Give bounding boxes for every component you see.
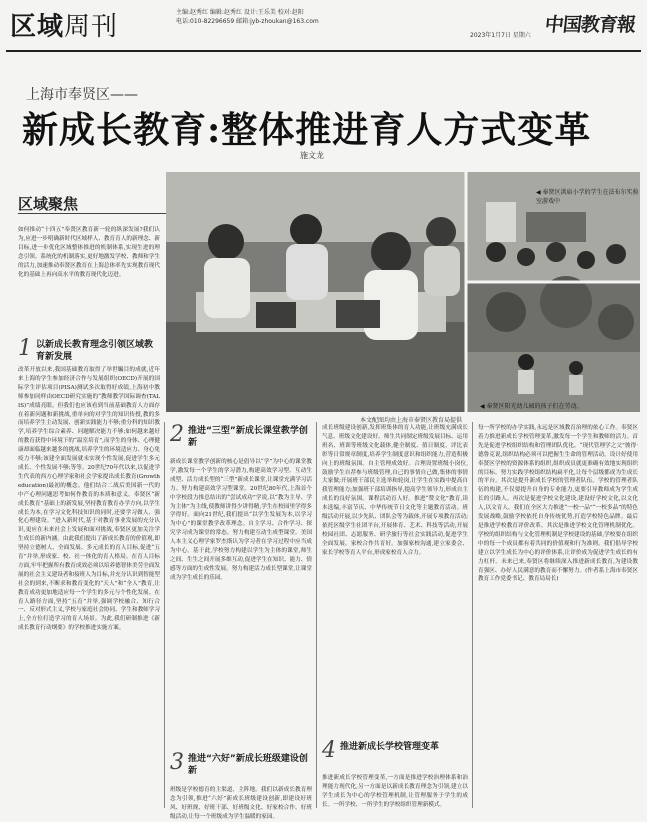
section-1-title: 以新成长教育理念引领区域教育新发展 (36, 340, 154, 362)
photo-image (166, 172, 640, 412)
section-2-number: 2 (170, 422, 184, 447)
section-3-body: 班级是学校德育的主渠道、主阵地。我们以新成长教育理念为引领,推进“六好”新成长班级建设创新,即建设好班风、好班规、好班干部、好班级文化、好家校合作、好班级活动,让每一个班级成为学生温暖的家园。 (170, 787, 312, 820)
section-4-heading (322, 740, 468, 770)
section-2-body: 新成长课堂教学创新的核心是倡导以“学”为中心的课堂教学,激发每一个学生的学习潜力,构建高效学习型、互动生成型、活力成长型的“三型”新成长课堂,让课堂充满学习活力。努力构建高效学习型课堂。20世纪80年代,上海首个中学校段力推总结出的“尝试成功”学说,以“教为主导、学为主体”为主线,使教师讲得少讲得精,学生在校园里学得多学得好。面向21世纪,我们提出“以学生发展为本,以学习为中心”的课堂教学改革理念。自主学习、合作学习、探究学习成为课堂的常态。努力构建互动生成型课堂。美国人本主义心理学家罗杰斯认为学习者在学习过程中应当成为中心。基于此,学校努力构建以学生为主体的课堂,师生之间、生生之间开展多维互动,促进学生在知识、能力、情感等方面的生成性发展。努力构建活力成长型课堂,让课堂成为学生成长的乐园。 (170, 459, 312, 581)
section-4-body: 推进新成长学校管理变革,一方面是推进学校治理体系和治理能力现代化,另一方面是以新成长教育理念为引领,建立以学生成长为中心的学校管理机制,让管理服务于学生的成长。一所学校、一所学生的学校组织管理新模式。 (322, 775, 468, 808)
newspaper-logo: 中国教育報 (543, 14, 637, 36)
section-title-weekly: 周刊 (64, 12, 119, 42)
section-2-heading (170, 424, 312, 454)
photo-caption-b: ◀ 奉贤区阳光幼儿园的孩子们在劳动。 (480, 403, 583, 410)
section-3-number: 3 (170, 750, 184, 775)
photo-caption-a: ◀ 奉贤区洪庙小学的学生在法布尔实验室游戏中 (536, 189, 639, 205)
contact-line: 电话:010-82296659 邮箱:jyb-zhoukan@163.com (176, 18, 319, 25)
section-3-continued: 成长班级建设创新,发挥班集体的育人功能,让班级充满成长气息。班级文化建设好。师生共同制定班级发展目标、运用班名、班训等班级文化载体,健全制度、值日制度、评比表彰等日常规章制度,培养学生制度意识和组织能力,营造积极向上的班级氛围。自主管理成效好。合理设置班级小岗位,鼓励学生自荐参与班级管理,自己的事情自己做,集体的事情大家做;开展班干部民主选举和轮岗,让学生在实践中提高自我管理能力;加强班干部培训指导,提高学生领导力,形成自主成长的良好氛围。课程活动育人好。推进“赞文化”教育,读本选编,丰富节庆、中华传统节日文化等主题教育活动。班级活动开展,以少先队、团队会等为载体,开展专项教育活动;依托区级学生社团平台,开展体育、艺术、科技等活动,开展校园社团、志愿服务、研学旅行等社会实践活动,促进学生全面发展。家校合作共育好。加强家校沟通,建立家委会、家长学校等育人平台,形成家校育人合力。 (322, 425, 468, 556)
column-divider (164, 422, 165, 808)
section-4-number: 4 (322, 738, 336, 763)
section-title (10, 6, 118, 43)
editor-line: 主编:赵秀红 编辑:赵秀红 设计:王乐美 校对:赵阳 (176, 9, 304, 16)
section-title-region: 区域 (10, 12, 65, 42)
section-1-heading (18, 338, 160, 364)
column-label-rule (18, 213, 168, 214)
section-3-title: 推进“六好”新成长班级建设创新 (188, 754, 308, 776)
section-2-title: 推进“三型”新成长课堂教学创新 (188, 426, 308, 448)
column-label (18, 193, 138, 215)
section-3-heading (170, 752, 312, 782)
headline: 新成长教育:整体推进育人方式变革 (22, 109, 592, 151)
photo-collage (166, 172, 640, 412)
photo-credit: 本文配图均由上海市奉贤区教育局提供 (360, 417, 463, 424)
column-divider (472, 422, 473, 808)
section-1-number: 1 (18, 336, 32, 361)
section-4-continued: 每一所学校的办学实践,永远是区域教育治理的依心工作。奉贤区着力推进新成长学校管理变革,激发每一个学生和教师的活力。首先是促进学校组织结构和管理团队优化。“现代管理学之父”彼得·德鲁克说,组织结构必须可以把握生生命的管理活动。设计好使用奉贤区学校的资源体系的组织,组织成员就更准确有效地实现组织的目标。努力实践学校组织结构扁平化,让每个层级都成为生成长的平台。其次是提升新成长学校的管理者队伍。学校的管理者队伍的构建,不仅要提升自身的专业能力,更要引导教师成为学生成长的引路人。再次是促进学校文化建设,建设好学校文化,以文化人,以文育人。我们在全区大力推进“一校一品”“一校多品”的特色发展战略,鼓励学校依托自身传统优势,打造学校特色品牌。最后是推进学校教育评价改革。其次是推进学校文化管理机制优化。学校的组织结构与文化管理机制是学校建设的基础,学校要在组织中的每一个成员都有着共同的价值观和行为准则。我们倡导学校建立以学生成长为中心的评价体系,让评价成为促进学生成长的有力杠杆。未来已来,奉贤区将继续深入推进新成长教育,为建设教育强区、办好人民满意的教育而不懈努力。(作者系上海市奉贤区教育工作党委书记、教育局局长) (478, 425, 638, 583)
column-divider (316, 422, 317, 808)
issue-date: 2023年1月7日 星期六 (470, 32, 531, 39)
byline: 施文龙 (300, 151, 324, 160)
masthead-meta (176, 8, 319, 26)
kicker: 上海市奉贤区—— (26, 87, 138, 103)
masthead (0, 0, 647, 52)
intro-paragraph: 如何推动“十四五”奉贤区教育新一轮的纵深发展?我们认为,应进一步明确新时代区域样人、教育育人的新理念、新目标,进一步优化区域整体推进的机制体系,实现生进的理念引领、系统化的机制落实,更好地激发学校、教师和学生的活力,加速推动奉贤区教育在上海总体率先实现教育现代化的基础上再向高水平的教育现代化迈进。 (18, 227, 160, 278)
section-1-body: 改革开放以来,我国基础教育取得了举世瞩目的成就,近年来上海的学生参加经济合作与发展组织(OECD)开展的国际学生评估项目(PISA)测试多次取得好成绩,上海初中教师参加同样由OECD研究实施的“教师教学国际调查(TALIS)”成绩亮眼。但我们也应该看到当前基础教育人方面存在着新问题和新挑战,重单向的对学生的知识传授,教的多而培养学生主动发展、创新实践能力不够;重分科的知识教学,培养学生综合素养、问题解决能力不够;如何越来越好的教育获得中环境下的“温室培育”,而学生的身体、心理健康却面临越来越多的挑战,培养学生的环境适应力、身心免疫力不够;该建全面发展就未实现个性发展,促进学生多元成长、个性发展不够;等等。20世纪70年代以来,以促进学生代表的西方心理学家和社会学家提出成长教育(Growth education)最初的概念。他们结合二战后美国新一代的中产心理问题思考如何作教育的本质和意义。奉贤区“新成长教育”基础上的新发展,坚持教育教育办学方向,以学生成长为本,在学习文化科技知识的同时,还要学习做人、强化心理建设。“进入新时代,基于对教育事业发展的充分认识,更应在未来社会上发展和面对挑战,奉贤区更加关注学生成长的新内涵。由此我们提出了新成长教育的价值观,即坚持立德树人、全面发展、多元成长的育人目标,促进“五育”并举,形成家、校、社一体化的育人格局。在育人目标方面,牢牢把握所有教育成效必须以培养德智体美劳全面发展的社会主义建设者和接班人为目标,并充分认识到智能型社会的到来,不断求和教育变化的“天人”和“全人”教育,让教育成功更加地适应每一个学生的多元与个性化发展。在育人路径方面,坚持“五育”并举,强调学校融合、知行合一、反对形式主义,学校与家庭社会协同、学生和教师学习上,全方位打造学习的育人场景。为此,我们研制推进《新成长教育行动纲要》的学校推进实施方案。 (18, 367, 160, 632)
column-label-text: 区域聚焦 (18, 195, 79, 213)
masthead-divider (6, 50, 641, 52)
section-4-title: 推进新成长学校管理变革 (340, 742, 440, 752)
